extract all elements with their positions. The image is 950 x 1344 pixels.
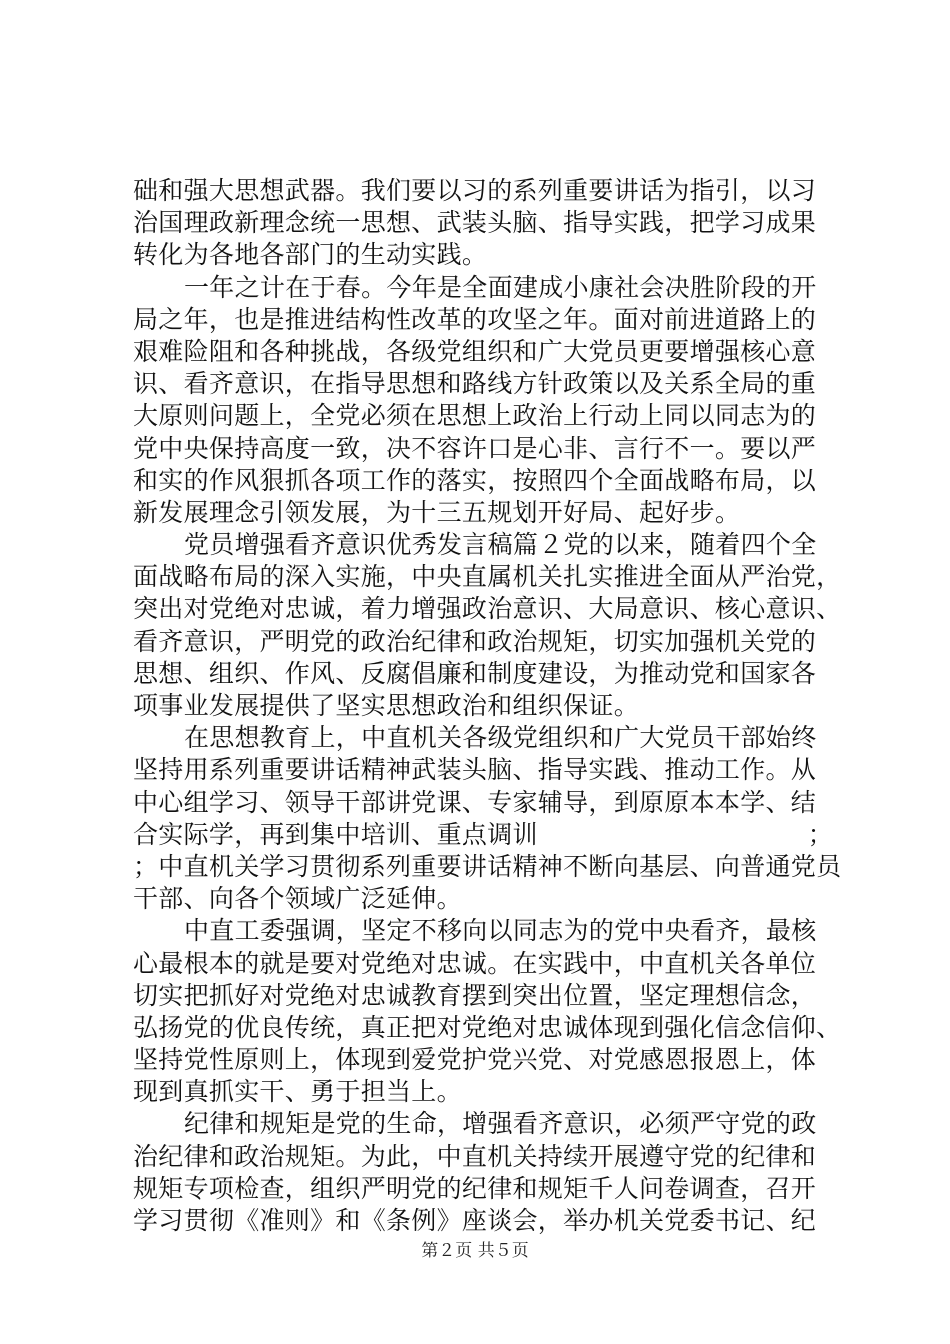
text-line: ；中直机关学习贯彻系列重要讲话精神不断向基层、向普通党员: [133, 851, 842, 881]
text-line: 大原则问题上，全党必须在思想上政治上行动上同以同志为的: [133, 401, 817, 431]
text-line: 和实的作风狠抓各项工作的落实，按照四个全面战略布局，以: [133, 465, 817, 495]
text-line: 中心组学习、领导干部讲党课、专家辅导，到原原本本学、结: [133, 787, 817, 817]
text-line: 坚持用系列重要讲话精神武装头脑、指导实践、推动工作。从: [133, 755, 817, 785]
text-line: [133, 819, 833, 851]
text-line: 弘扬党的优良传统，真正把对党绝对忠诚体现到强化信念信仰、: [133, 1012, 842, 1042]
text-line: 治国理政新理念统一思想、武装头脑、指导实践，把学习成果: [133, 208, 817, 238]
text-line-main: 合实际学，再到集中培训、重点调训: [133, 819, 538, 849]
text-line: 心最根本的就是要对党绝对忠诚。在实践中，中直机关各单位: [133, 948, 817, 978]
text-line: 思想、组织、作风、反腐倡廉和制度建设，为推动党和国家各: [133, 658, 817, 688]
text-line: 中直工委强调，坚定不移向以同志为的党中央看齐，最核: [184, 916, 817, 946]
text-line: 新发展理念引领发展，为十三五规划开好局、起好步。: [133, 497, 741, 527]
text-line: 治纪律和政治规矩。为此，中直机关持续开展遵守党的纪律和: [133, 1141, 817, 1171]
text-line: 党员增强看齐意识优秀发言稿篇２党的以来，随着四个全: [184, 530, 817, 560]
text-line: 学习贯彻《准则》和《条例》座谈会，举办机关党委书记、纪: [133, 1206, 817, 1235]
text-line: 艰难险阻和各种挑战，各级党组织和广大党员更要增强核心意: [133, 336, 817, 366]
text-line: 项事业发展提供了坚实思想政治和组织保证。: [133, 691, 640, 720]
text-line: 现到真抓实干、勇于担当上。: [133, 1077, 462, 1107]
text-line: 突出对党绝对忠诚，着力增强政治意识、大局意识、核心意识、: [133, 594, 842, 624]
text-line: 一年之计在于春。今年是全面建成小康社会决胜阶段的开: [184, 272, 817, 302]
text-line: 局之年，也是推进结构性改革的攻坚之年。面对前进道路上的: [133, 304, 817, 334]
text-line: 规矩专项检查，组织严明党的纪律和规矩千人问卷调查，召开: [133, 1173, 817, 1203]
text-line: 础和强大思想武器。我们要以习的系列重要讲话为指引，以习: [133, 176, 817, 205]
text-line: 面战略布局的深入实施，中央直属机关扎实推进全面从严治党，: [133, 562, 842, 592]
text-line: 识、看齐意识，在指导思想和路线方针政策以及关系全局的重: [133, 369, 817, 399]
text-line: 转化为各地各部门的生动实践。: [133, 240, 488, 270]
text-line-trailing: ；: [807, 819, 833, 849]
text-line: 纪律和规矩是党的生命，增强看齐意识，必须严守党的政: [184, 1109, 817, 1139]
text-line: 在思想教育上，中直机关各级党组织和广大党员干部始终: [184, 723, 817, 753]
body-text: [133, 175, 842, 1237]
text-line: 切实把抓好对党绝对忠诚教育摆到突出位置，坚定理想信念，: [133, 980, 817, 1010]
text-line: 坚持党性原则上，体现到爱党护党兴党、对党感恩报恩上，体: [133, 1045, 817, 1075]
text-line: 看齐意识，严明党的政治纪律和政治规矩，切实加强机关党的: [133, 626, 817, 656]
text-line: 党中央保持高度一致，决不容许口是心非、言行不一。要以严: [133, 433, 817, 463]
text-line: 干部、向各个领域广泛延伸。: [133, 884, 462, 914]
page-footer: 第２页 共５页: [421, 1241, 529, 1261]
